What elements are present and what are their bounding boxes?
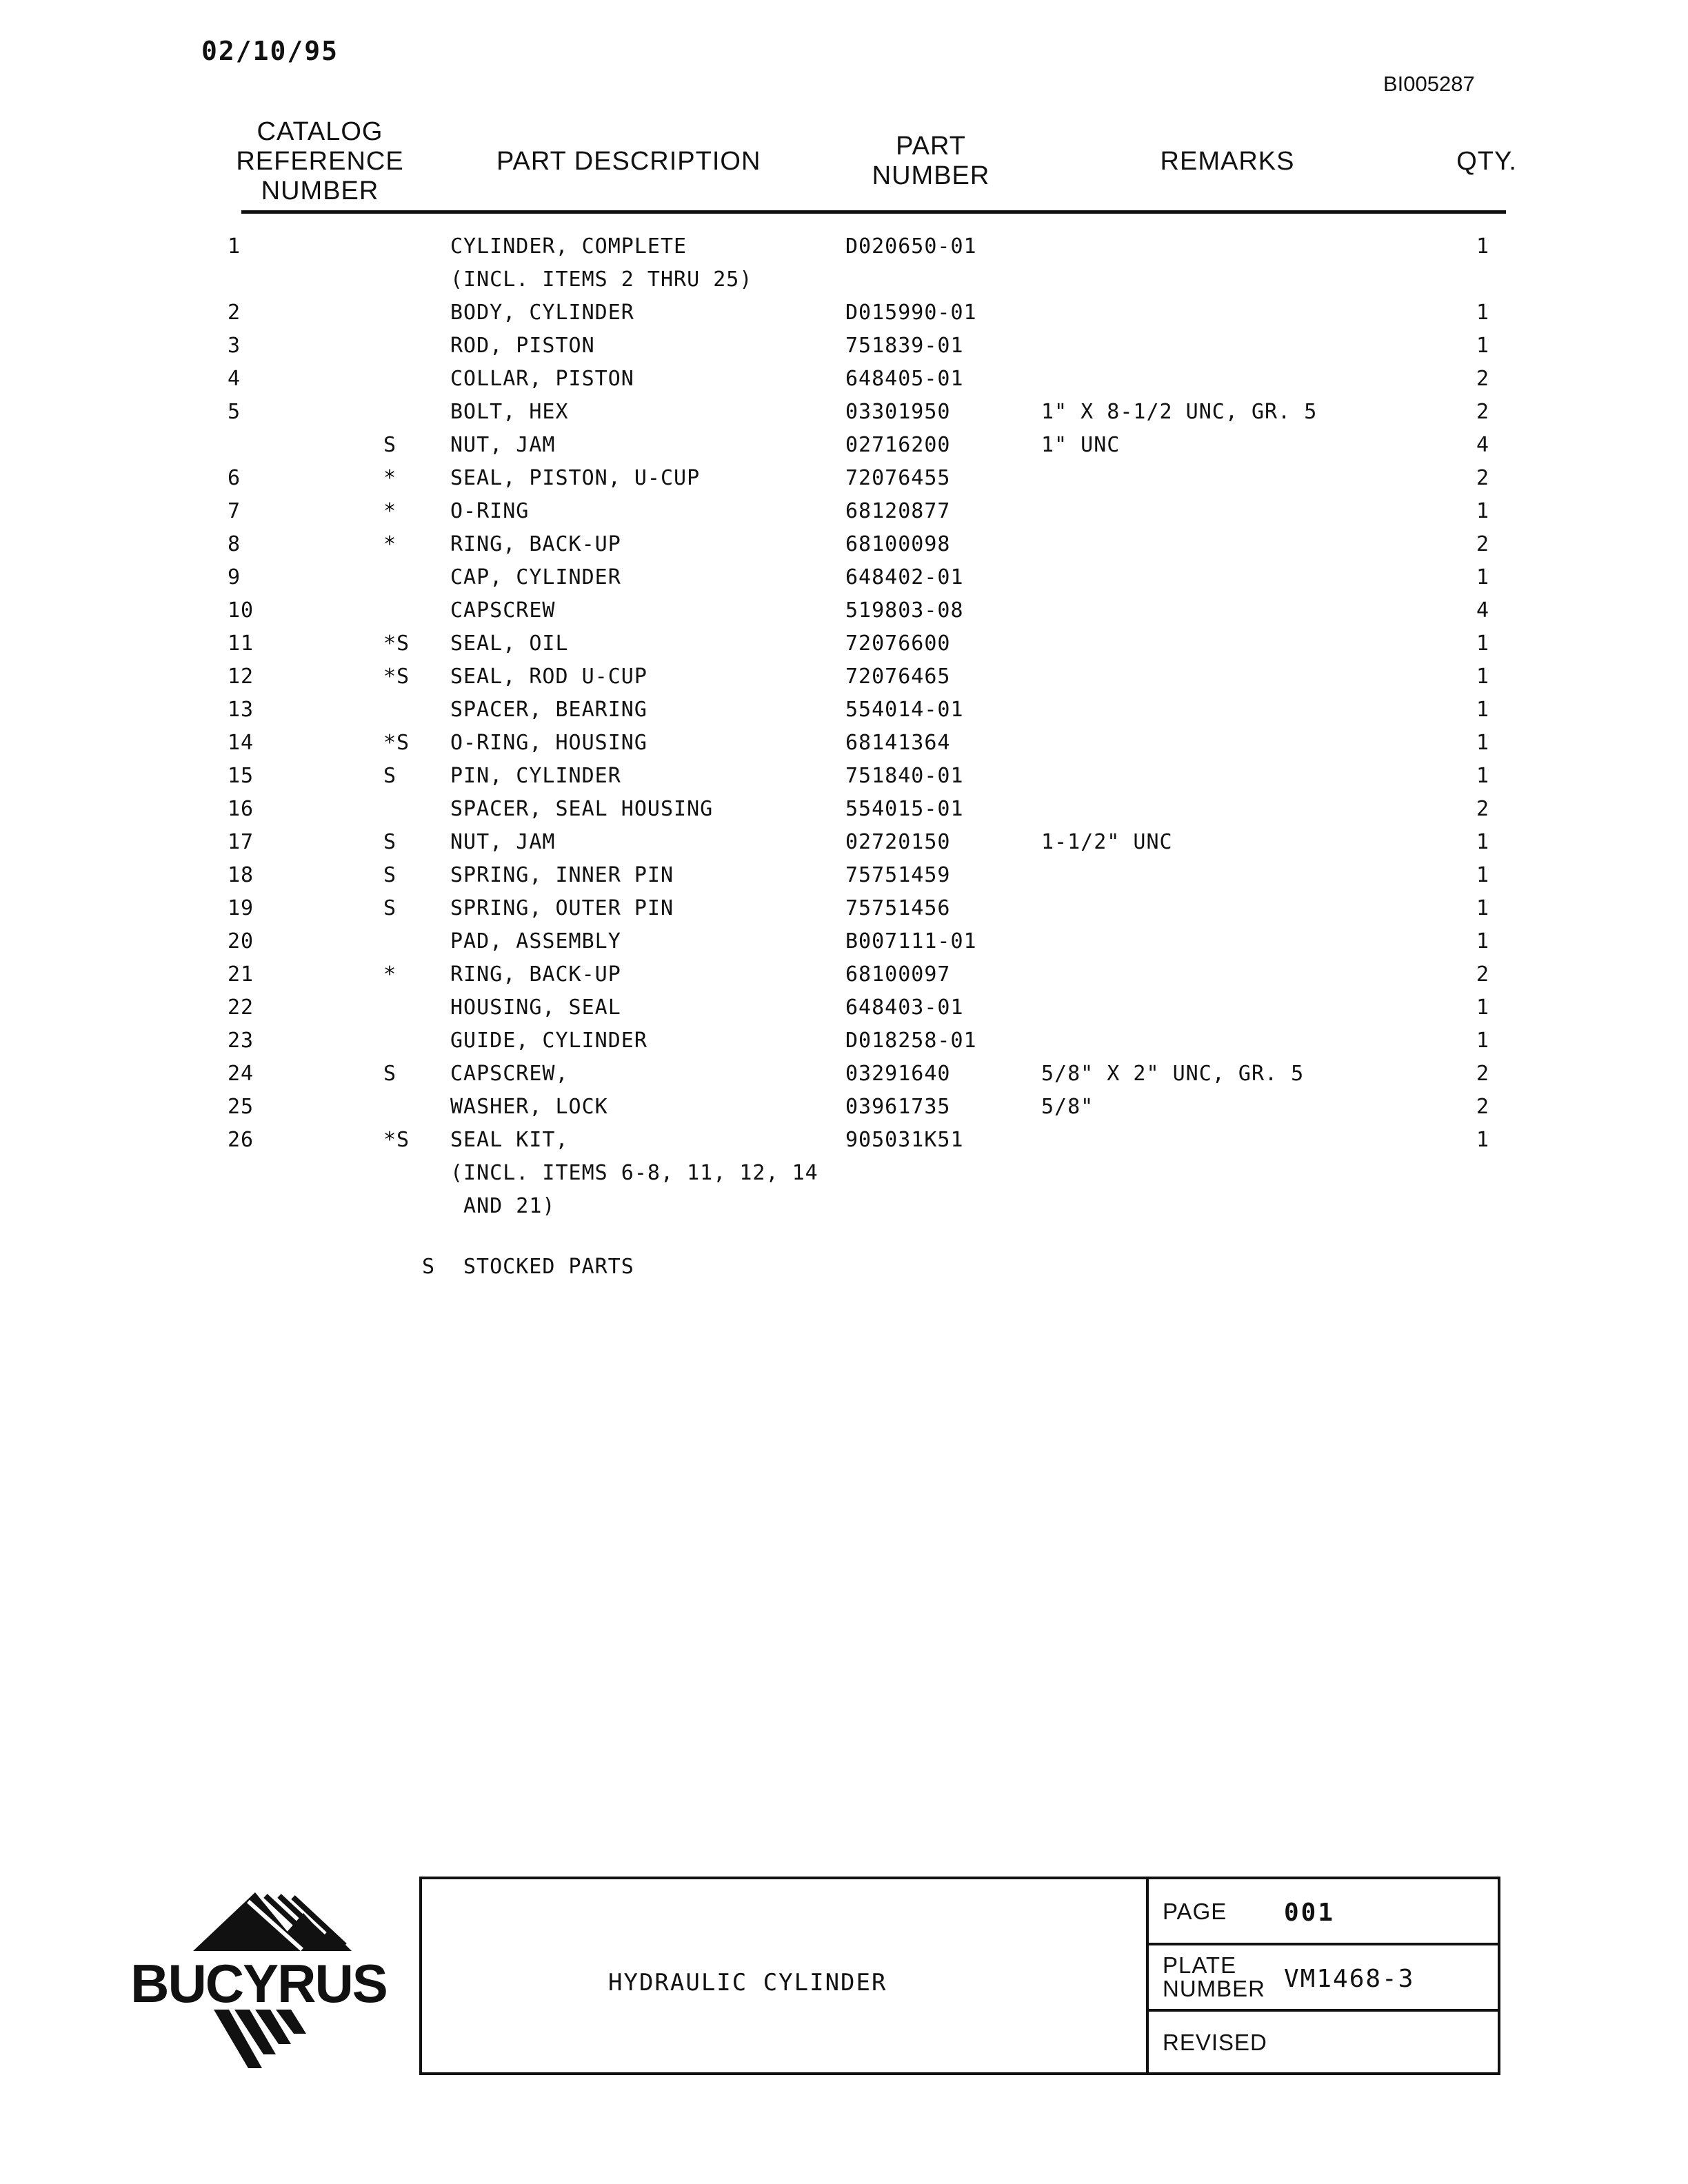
- qty-cell: 4: [1476, 433, 1489, 457]
- remarks-cell: 5/8" X 2" UNC, GR. 5: [1041, 1062, 1305, 1086]
- stock-mark-cell: *S: [383, 631, 410, 656]
- catalog-ref-cell: 5: [228, 400, 241, 424]
- description-cell: RING, BACK-UP: [450, 532, 621, 556]
- table-row: [0, 962, 1688, 995]
- qty-cell: 1: [1476, 731, 1489, 755]
- part-number-cell: 905031K51: [845, 1128, 964, 1152]
- legend-symbol: S: [422, 1255, 436, 1279]
- description-cell: CAPSCREW: [450, 598, 556, 623]
- page-cell: [1149, 1879, 1500, 1945]
- qty-cell: 1: [1476, 334, 1489, 358]
- table-row: [0, 665, 1688, 698]
- part-number-cell: 68120877: [845, 499, 951, 523]
- legend: [422, 1255, 634, 1279]
- stock-mark-cell: *S: [383, 1128, 410, 1152]
- description-cell: NUT, JAM: [450, 830, 556, 854]
- qty-cell: 1: [1476, 830, 1489, 854]
- qty-cell: 2: [1476, 1062, 1489, 1086]
- catalog-ref-cell: 19: [228, 896, 254, 920]
- qty-cell: 1: [1476, 631, 1489, 656]
- table-row: [0, 301, 1688, 334]
- catalog-ref-cell: 17: [228, 830, 254, 854]
- part-number-cell: 72076455: [845, 466, 951, 490]
- description-cell: O-RING, HOUSING: [450, 731, 647, 755]
- description-cell: SPRING, OUTER PIN: [450, 896, 674, 920]
- catalog-ref-cell: 14: [228, 731, 254, 755]
- table-row: [0, 797, 1688, 830]
- qty-cell: 2: [1476, 367, 1489, 391]
- catalog-ref-cell: 13: [228, 698, 254, 722]
- qty-cell: 2: [1476, 1095, 1489, 1119]
- catalog-ref-cell: 25: [228, 1095, 254, 1119]
- description-cell: SEAL, OIL: [450, 631, 569, 656]
- catalog-ref-cell: 3: [228, 334, 241, 358]
- stock-mark-cell: *S: [383, 731, 410, 755]
- catalog-ref-cell: 22: [228, 995, 254, 1020]
- drawing-title: HYDRAULIC CYLINDER: [608, 1969, 887, 1996]
- table-row: [0, 1029, 1688, 1062]
- catalog-ref-cell: 7: [228, 499, 241, 523]
- table-row: [0, 1062, 1688, 1095]
- catalog-ref-cell: 4: [228, 367, 241, 391]
- description-cell: SEAL KIT,: [450, 1128, 569, 1152]
- qty-cell: 1: [1476, 565, 1489, 589]
- part-number-cell: 68141364: [845, 731, 951, 755]
- table-row: [0, 731, 1688, 764]
- qty-cell: 1: [1476, 995, 1489, 1020]
- plate-label-line1: PLATE: [1163, 1952, 1237, 1978]
- stock-mark-cell: *: [383, 499, 397, 523]
- qty-cell: 1: [1476, 499, 1489, 523]
- remarks-cell: 1" X 8-1/2 UNC, GR. 5: [1041, 400, 1318, 424]
- catalog-ref-cell: 9: [228, 565, 241, 589]
- catalog-ref-cell: 24: [228, 1062, 254, 1086]
- table-row: [0, 565, 1688, 598]
- part-number-cell: 68100097: [845, 962, 951, 987]
- description-cell: SPACER, SEAL HOUSING: [450, 797, 714, 821]
- plate-number-value: VM1468-3: [1284, 1965, 1415, 1993]
- table-row: [0, 400, 1688, 433]
- description-cell: O-RING: [450, 499, 530, 523]
- parts-list: [0, 234, 1688, 1227]
- description-cell: PAD, ASSEMBLY: [450, 929, 621, 953]
- description-cell: CAPSCREW,: [450, 1062, 569, 1086]
- qty-cell: 2: [1476, 400, 1489, 424]
- part-number-cell: 648403-01: [845, 995, 964, 1020]
- page-label: PAGE: [1163, 1899, 1227, 1924]
- table-row: [0, 830, 1688, 863]
- catalog-ref-cell: 15: [228, 764, 254, 788]
- qty-cell: 2: [1476, 797, 1489, 821]
- qty-cell: 2: [1476, 532, 1489, 556]
- description-cell: RING, BACK-UP: [450, 962, 621, 987]
- remarks-cell: 5/8": [1041, 1095, 1094, 1119]
- description-cell: SEAL, ROD U-CUP: [450, 665, 647, 689]
- catalog-ref-cell: 21: [228, 962, 254, 987]
- qty-cell: 2: [1476, 466, 1489, 490]
- table-row: [0, 532, 1688, 565]
- description-cell: CAP, CYLINDER: [450, 565, 621, 589]
- table-row: [0, 698, 1688, 731]
- header-catalog-line1: CATALOG: [257, 117, 383, 146]
- catalog-ref-cell: 18: [228, 863, 254, 887]
- document-id: BI005287: [1383, 72, 1475, 96]
- table-row-continuation: [0, 1161, 1688, 1194]
- header-catalog-line3: NUMBER: [261, 176, 379, 205]
- qty-cell: 1: [1476, 863, 1489, 887]
- stock-mark-cell: S: [383, 896, 397, 920]
- catalog-ref-cell: 6: [228, 466, 241, 490]
- logo-wordmark: BUCYRUS: [130, 1953, 387, 2014]
- description-continuation-cell: (INCL. ITEMS 2 THRU 25): [450, 267, 753, 292]
- qty-cell: 1: [1476, 764, 1489, 788]
- part-number-cell: D018258-01: [845, 1029, 977, 1053]
- part-number-cell: 519803-08: [845, 598, 964, 623]
- qty-cell: 1: [1476, 1128, 1489, 1152]
- part-number-cell: 751840-01: [845, 764, 964, 788]
- catalog-ref-cell: 16: [228, 797, 254, 821]
- qty-cell: 1: [1476, 896, 1489, 920]
- plate-label-line2: NUMBER: [1163, 1976, 1266, 2001]
- part-number-cell: 72076465: [845, 665, 951, 689]
- table-row: [0, 929, 1688, 962]
- stock-mark-cell: S: [383, 764, 397, 788]
- table-row-continuation: [0, 267, 1688, 301]
- part-number-cell: 03291640: [845, 1062, 951, 1086]
- table-row: [0, 631, 1688, 665]
- description-cell: SEAL, PISTON, U-CUP: [450, 466, 701, 490]
- stock-mark-cell: S: [383, 830, 397, 854]
- part-number-cell: 03961735: [845, 1095, 951, 1119]
- revised-cell: [1149, 2012, 1500, 2075]
- stock-mark-cell: S: [383, 863, 397, 887]
- table-row: [0, 234, 1688, 267]
- description-cell: ROD, PISTON: [450, 334, 595, 358]
- description-continuation-cell: AND 21): [450, 1194, 556, 1218]
- part-number-cell: B007111-01: [845, 929, 977, 953]
- legend-text: STOCKED PARTS: [463, 1255, 634, 1279]
- header-remarks: REMARKS: [1160, 147, 1295, 176]
- description-cell: CYLINDER, COMPLETE: [450, 234, 687, 259]
- qty-cell: 1: [1476, 1029, 1489, 1053]
- table-row: [0, 499, 1688, 532]
- table-row: [0, 863, 1688, 896]
- qty-cell: 4: [1476, 598, 1489, 623]
- table-row: [0, 367, 1688, 400]
- stock-mark-cell: *: [383, 962, 397, 987]
- part-number-cell: D015990-01: [845, 301, 977, 325]
- description-cell: SPRING, INNER PIN: [450, 863, 674, 887]
- qty-cell: 1: [1476, 301, 1489, 325]
- table-row: [0, 896, 1688, 929]
- part-number-cell: 648402-01: [845, 565, 964, 589]
- description-cell: NUT, JAM: [450, 433, 556, 457]
- plate-number-label: [1163, 1954, 1265, 2001]
- bucyrus-logo: [110, 1848, 407, 2075]
- stock-mark-cell: *: [383, 532, 397, 556]
- page-number: 001: [1284, 1899, 1336, 1927]
- part-number-cell: 648405-01: [845, 367, 964, 391]
- table-row: [0, 1128, 1688, 1161]
- catalog-ref-cell: 23: [228, 1029, 254, 1053]
- table-row: [0, 598, 1688, 631]
- remarks-cell: 1-1/2" UNC: [1041, 830, 1173, 854]
- catalog-ref-cell: 11: [228, 631, 254, 656]
- stock-mark-cell: S: [383, 433, 397, 457]
- header-part-line2: NUMBER: [872, 161, 990, 190]
- catalog-ref-cell: 12: [228, 665, 254, 689]
- table-row: [0, 466, 1688, 499]
- header-part-number: [827, 132, 1034, 191]
- remarks-cell: 1" UNC: [1041, 433, 1121, 457]
- header-divider: [241, 210, 1506, 214]
- document-date: 02/10/95: [201, 36, 339, 66]
- description-cell: COLLAR, PISTON: [450, 367, 634, 391]
- catalog-ref-cell: 2: [228, 301, 241, 325]
- description-cell: PIN, CYLINDER: [450, 764, 621, 788]
- part-number-cell: 75751456: [845, 896, 951, 920]
- stock-mark-cell: S: [383, 1062, 397, 1086]
- header-qty: QTY.: [1456, 147, 1517, 176]
- part-number-cell: 75751459: [845, 863, 951, 887]
- description-cell: GUIDE, CYLINDER: [450, 1029, 647, 1053]
- plate-number-cell: [1149, 1945, 1500, 2012]
- table-row: [0, 995, 1688, 1029]
- header-part-line1: PART: [896, 132, 966, 161]
- qty-cell: 1: [1476, 929, 1489, 953]
- description-cell: SPACER, BEARING: [450, 698, 647, 722]
- table-row-continuation: [0, 1194, 1688, 1227]
- header-part-description: PART DESCRIPTION: [496, 147, 761, 176]
- catalog-ref-cell: 20: [228, 929, 254, 953]
- description-continuation-cell: (INCL. ITEMS 6-8, 11, 12, 14: [450, 1161, 818, 1185]
- table-row: [0, 1095, 1688, 1128]
- part-number-cell: 02716200: [845, 433, 951, 457]
- description-cell: WASHER, LOCK: [450, 1095, 608, 1119]
- part-number-cell: 68100098: [845, 532, 951, 556]
- part-number-cell: 03301950: [845, 400, 951, 424]
- part-number-cell: 02720150: [845, 830, 951, 854]
- description-cell: HOUSING, SEAL: [450, 995, 621, 1020]
- table-row: [0, 334, 1688, 367]
- stock-mark-cell: *S: [383, 665, 410, 689]
- part-number-cell: D020650-01: [845, 234, 977, 259]
- catalog-ref-cell: 10: [228, 598, 254, 623]
- part-number-cell: 554014-01: [845, 698, 964, 722]
- stock-mark-cell: *: [383, 466, 397, 490]
- revised-label: REVISED: [1163, 2030, 1267, 2055]
- header-catalog-reference-number: [223, 117, 416, 206]
- qty-cell: 1: [1476, 234, 1489, 259]
- catalog-ref-cell: 1: [228, 234, 241, 259]
- description-cell: BODY, CYLINDER: [450, 301, 634, 325]
- header-catalog-line2: REFERENCE: [236, 147, 404, 176]
- title-block: [419, 1877, 1500, 2075]
- qty-cell: 1: [1476, 698, 1489, 722]
- catalog-ref-cell: 26: [228, 1128, 254, 1152]
- part-number-cell: 751839-01: [845, 334, 964, 358]
- table-row: [0, 433, 1688, 466]
- table-row: [0, 764, 1688, 797]
- part-number-cell: 554015-01: [845, 797, 964, 821]
- qty-cell: 2: [1476, 962, 1489, 987]
- qty-cell: 1: [1476, 665, 1489, 689]
- part-number-cell: 72076600: [845, 631, 951, 656]
- catalog-ref-cell: 8: [228, 532, 241, 556]
- description-cell: BOLT, HEX: [450, 400, 569, 424]
